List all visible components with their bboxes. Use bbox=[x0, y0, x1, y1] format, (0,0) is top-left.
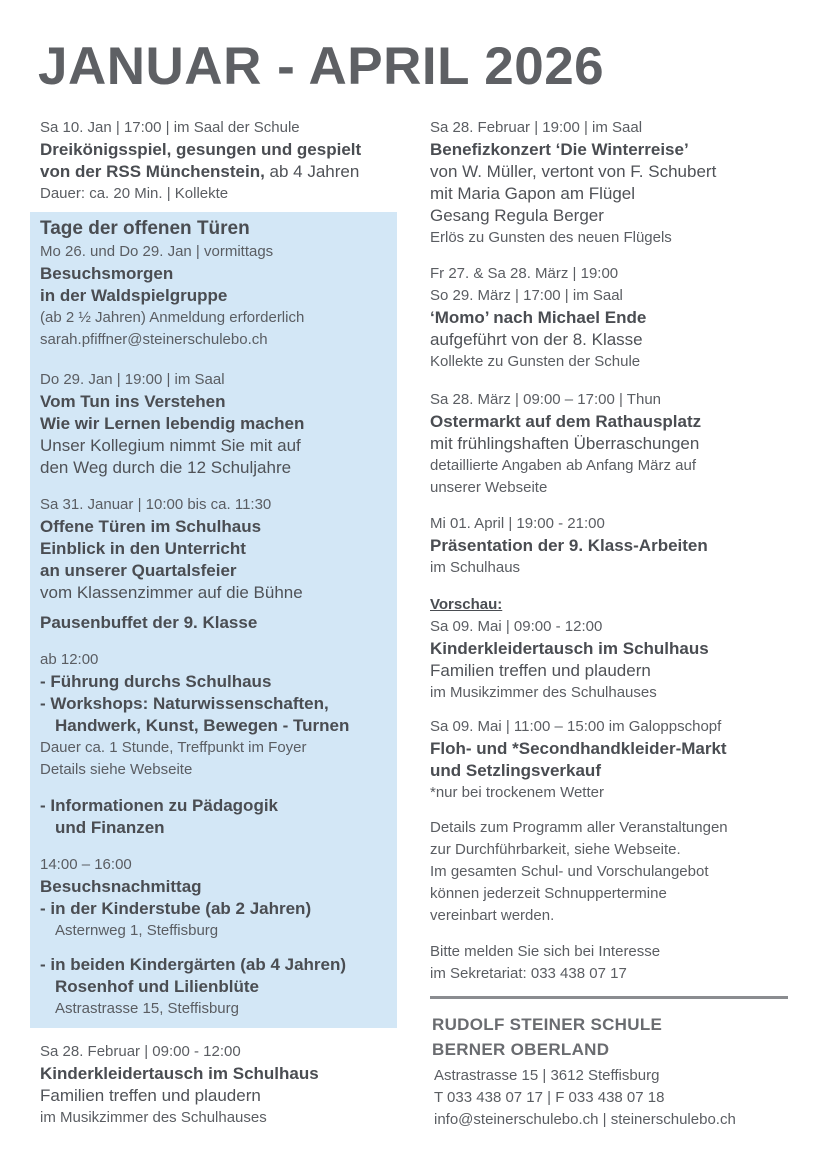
event-date: So 29. März | 17:00 | im Saal bbox=[430, 287, 623, 304]
divider bbox=[430, 996, 788, 999]
event-title: Besuchsnachmittag bbox=[40, 877, 202, 896]
event-title: Benefizkonzert ‘Die Winterreise’ bbox=[430, 140, 689, 159]
event-note: Kollekte zu Gunsten der Schule bbox=[430, 353, 641, 370]
event-praesentation bbox=[430, 513, 708, 579]
event-kinderkleidertausch-feb bbox=[40, 1041, 319, 1129]
event-date: Mi 01. April | 19:00 - 21:00 bbox=[430, 515, 605, 532]
info-text: vereinbart werden. bbox=[430, 907, 555, 924]
event-date: ab 12:00 bbox=[40, 651, 99, 668]
event-desc: vom Klassenzimmer auf die Bühne bbox=[40, 583, 303, 602]
event-note: (ab 2 ½ Jahren) Anmeldung erforderlich bbox=[40, 309, 305, 326]
preview-heading: Vorschau: bbox=[430, 596, 503, 613]
event-note: Details siehe Webseite bbox=[40, 761, 193, 778]
phone: T 033 438 07 17 | F 033 438 07 18 bbox=[434, 1089, 665, 1106]
event-desc: von W. Müller, vertont von F. Schubert bbox=[430, 162, 717, 181]
event-note: Dauer: ca. 20 Min. | Kollekte bbox=[40, 185, 229, 202]
event-title: Wie wir Lernen lebendig machen bbox=[40, 414, 305, 433]
event-title: und Setzlingsverkauf bbox=[430, 761, 601, 780]
event-note: Erlös zu Gunsten des neuen Flügels bbox=[430, 229, 672, 246]
event-title: - Führung durchs Schulhaus bbox=[40, 672, 272, 691]
event-date: Sa 28. Februar | 09:00 - 12:00 bbox=[40, 1043, 241, 1060]
contact-request bbox=[430, 941, 660, 985]
open-days-heading-block bbox=[40, 217, 304, 351]
event-desc: Gesang Regula Berger bbox=[430, 206, 604, 225]
event-note: unserer Webseite bbox=[430, 479, 548, 496]
event-age: ab 4 Jahren bbox=[264, 162, 360, 181]
event-title: und Finanzen bbox=[55, 818, 165, 837]
event-date: Sa 28. Februar | 19:00 | im Saal bbox=[430, 119, 643, 136]
event-benefizkonzert bbox=[430, 117, 716, 249]
event-title: an unserer Quartalsfeier bbox=[40, 561, 237, 580]
event-date: Sa 09. Mai | 09:00 - 12:00 bbox=[430, 618, 603, 635]
address: Astrastrasse 15 | 3612 Steffisburg bbox=[434, 1067, 660, 1084]
event-title: ‘Momo’ nach Michael Ende bbox=[430, 308, 647, 327]
event-title: Einblick in den Unterricht bbox=[40, 539, 246, 558]
event-dreikoenigsspiel bbox=[40, 117, 361, 205]
event-title: Kinderkleidertausch im Schulhaus bbox=[430, 639, 709, 658]
event-note: *nur bei trockenem Wetter bbox=[430, 784, 604, 801]
school-name-line: BERNER OBERLAND bbox=[432, 1040, 610, 1059]
event-fuehrung bbox=[40, 649, 349, 781]
event-date: Sa 09. Mai | 11:00 – 15:00 im Galoppschopf bbox=[430, 718, 722, 735]
event-desc: aufgeführt von der 8. Klasse bbox=[430, 330, 643, 349]
event-flohmarkt bbox=[430, 716, 727, 804]
info-text: Details zum Programm aller Veranstaltungen bbox=[430, 819, 728, 836]
event-informationen bbox=[40, 795, 278, 839]
email-link[interactable]: sarah.pfiffner@steinerschulebo.ch bbox=[40, 331, 268, 348]
event-title: Vom Tun ins Verstehen bbox=[40, 392, 226, 411]
event-date: Fr 27. & Sa 28. März | 19:00 bbox=[430, 265, 619, 282]
info-text: im Sekretariat: 033 438 07 17 bbox=[430, 965, 627, 982]
event-date: Sa 28. März | 09:00 – 17:00 | Thun bbox=[430, 391, 661, 408]
event-note: Dauer ca. 1 Stunde, Treffpunkt im Foyer bbox=[40, 739, 307, 756]
event-ostermarkt bbox=[430, 389, 701, 499]
event-date: Mo 26. und Do 29. Jan | vormittags bbox=[40, 243, 274, 260]
preview-block bbox=[430, 594, 709, 704]
event-title: Handwerk, Kunst, Bewegen - Turnen bbox=[55, 716, 350, 735]
page-title: JANUAR - APRIL 2026 bbox=[38, 37, 605, 96]
event-address: Astrastrasse 15, Steffisburg bbox=[55, 1000, 239, 1017]
event-date: Sa 31. Januar | 10:00 bis ca. 11:30 bbox=[40, 496, 272, 513]
event-offene-tueren bbox=[40, 494, 303, 604]
event-title: Ostermarkt auf dem Rathausplatz bbox=[430, 412, 702, 431]
event-besuchsnachmittag bbox=[40, 854, 311, 942]
event-title: Dreikönigsspiel, gesungen und gespielt bbox=[40, 140, 362, 159]
event-title: Offene Türen im Schulhaus bbox=[40, 517, 262, 536]
event-momo bbox=[430, 263, 646, 373]
event-address: Asternweg 1, Steffisburg bbox=[55, 922, 219, 939]
school-name bbox=[432, 1012, 662, 1062]
event-title: Rosenhof und Lilienblüte bbox=[55, 977, 259, 996]
event-title: - in beiden Kindergärten (ab 4 Jahren) bbox=[40, 955, 347, 974]
event-kollegium bbox=[40, 369, 304, 479]
event-pausenbuffet bbox=[40, 612, 257, 634]
info-text: Im gesamten Schul- und Vorschulangebot bbox=[430, 863, 709, 880]
program-info bbox=[430, 817, 728, 927]
event-desc: den Weg durch die 12 Schuljahre bbox=[40, 458, 292, 477]
event-title: Präsentation der 9. Klass-Arbeiten bbox=[430, 536, 708, 555]
school-name-line: RUDOLF STEINER SCHULE bbox=[432, 1015, 663, 1034]
event-title: - in der Kinderstube (ab 2 Jahren) bbox=[40, 899, 312, 918]
event-date: Do 29. Jan | 19:00 | im Saal bbox=[40, 371, 225, 388]
event-date: 14:00 – 16:00 bbox=[40, 856, 132, 873]
event-title: - Informationen zu Pädagogik bbox=[40, 796, 279, 815]
event-title: Floh- und *Secondhandkleider-Markt bbox=[430, 739, 727, 758]
info-text: können jederzeit Schnuppertermine bbox=[430, 885, 667, 902]
info-text: Bitte melden Sie sich bei Interesse bbox=[430, 943, 661, 960]
event-title: - Workshops: Naturwissenschaften, bbox=[40, 694, 329, 713]
event-note: detaillierte Angaben ab Anfang März auf bbox=[430, 457, 697, 474]
event-date: Sa 10. Jan | 17:00 | im Saal der Schule bbox=[40, 119, 300, 136]
event-note: im Musikzimmer des Schulhauses bbox=[430, 684, 657, 701]
event-desc: Familien treffen und plaudern bbox=[430, 661, 651, 680]
event-note: im Musikzimmer des Schulhauses bbox=[40, 1109, 267, 1126]
section-heading: Tage der offenen Türen bbox=[40, 218, 250, 239]
event-title: Pausenbuffet der 9. Klasse bbox=[40, 613, 258, 632]
event-kindergaerten bbox=[40, 954, 346, 1020]
event-desc: mit frühlingshaften Überraschungen bbox=[430, 434, 700, 453]
event-note: im Schulhaus bbox=[430, 559, 521, 576]
event-title: Besuchsmorgen bbox=[40, 264, 174, 283]
event-title: von der RSS Münchenstein, bbox=[40, 162, 265, 181]
event-desc: Unser Kollegium nimmt Sie mit auf bbox=[40, 436, 301, 455]
event-desc: Familien treffen und plaudern bbox=[40, 1086, 261, 1105]
school-contact bbox=[434, 1065, 736, 1131]
email-website-link[interactable]: info@steinerschulebo.ch | steinerschulebo.ch bbox=[434, 1111, 736, 1128]
event-title: Kinderkleidertausch im Schulhaus bbox=[40, 1064, 319, 1083]
event-desc: mit Maria Gapon am Flügel bbox=[430, 184, 636, 203]
info-text: zur Durchführbarkeit, siehe Webseite. bbox=[430, 841, 681, 858]
event-title: in der Waldspielgruppe bbox=[40, 286, 228, 305]
